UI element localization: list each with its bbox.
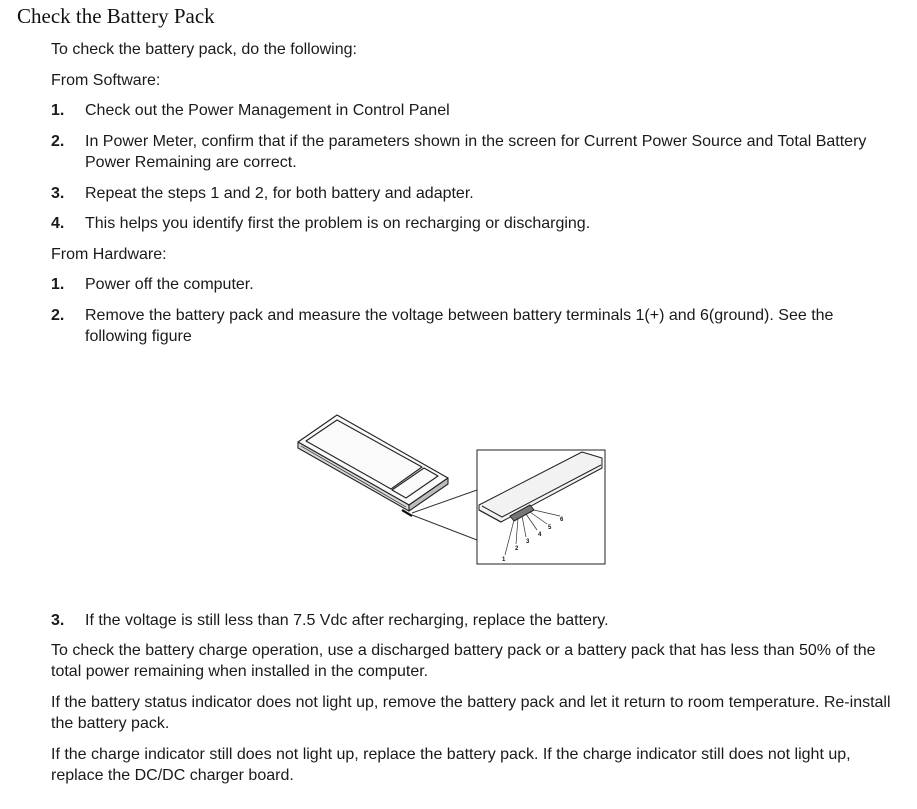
step-number: 1.: [51, 276, 65, 293]
step-text: Power off the computer.: [85, 276, 254, 293]
battery-pack-illustration: [298, 415, 448, 516]
step-number: 2.: [51, 133, 65, 150]
step-text: In Power Meter, confirm that if the parameters shown in the screen for Current Power Source and Total Battery Power Remaining are correct.: [85, 133, 867, 171]
step-number: 3.: [51, 612, 65, 629]
terminal-label-1: 1: [502, 557, 506, 563]
step-number: 4.: [51, 215, 65, 232]
charge-indicator-paragraph: If the charge indicator still does not light up, replace the battery pack. If the charge indicator still does not light up, replace the DC/DC charger board.: [51, 746, 851, 784]
battery-pack-figure: [292, 410, 608, 568]
charge-operation-paragraph: To check the battery charge operation, use a discharged battery pack or a battery pack that has less than 50% of the total power remaining when installed in the computer.: [51, 642, 876, 680]
terminal-label-3: 3: [526, 539, 530, 545]
step-text: Check out the Power Management in Control Panel: [85, 102, 450, 119]
terminal-label-5: 5: [548, 525, 552, 531]
step-number: 2.: [51, 307, 65, 324]
terminal-label-6: 6: [560, 517, 564, 523]
hardware-heading: From Hardware:: [51, 246, 167, 263]
software-heading: From Software:: [51, 72, 161, 89]
page-title: Check the Battery Pack: [17, 4, 215, 28]
step-number: 1.: [51, 102, 65, 119]
step-text: If the voltage is still less than 7.5 Vdc after recharging, replace the battery.: [85, 612, 609, 629]
intro-text: To check the battery pack, do the following:: [51, 41, 357, 58]
terminal-label-4: 4: [538, 532, 542, 538]
step-text: Repeat the steps 1 and 2, for both battery and adapter.: [85, 185, 474, 202]
terminal-label-2: 2: [515, 546, 519, 552]
step-text: Remove the battery pack and measure the voltage between battery terminals 1(+) and 6(ground). See the following figure: [85, 307, 834, 345]
step-text: This helps you identify first the problem is on recharging or discharging.: [85, 215, 591, 232]
step-number: 3.: [51, 185, 65, 202]
status-indicator-paragraph: If the battery status indicator does not light up, remove the battery pack and let it return to room temperature. Re-install the battery pack.: [51, 694, 891, 732]
